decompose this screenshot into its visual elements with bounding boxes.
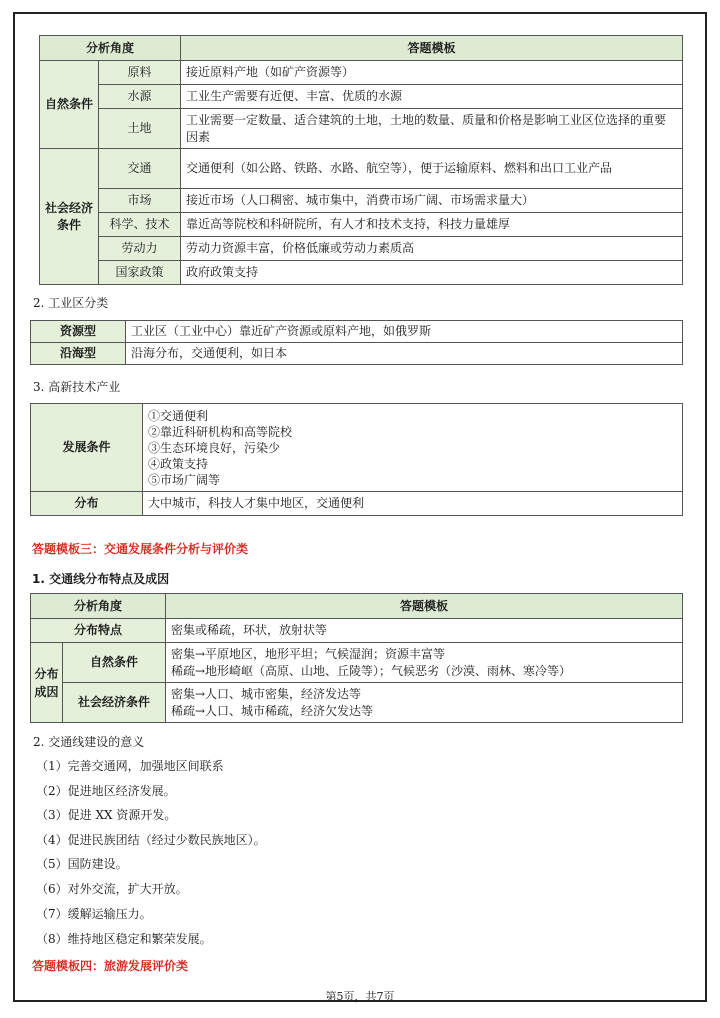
header-angle: 分析角度 xyxy=(31,594,166,619)
template-cell: 劳动力资源丰富，价格低廉或劳动力素质高 xyxy=(181,237,683,261)
significance-item: （5）国防建设。 xyxy=(36,857,128,871)
natural-text xyxy=(166,643,683,683)
zone-desc: 工业区（工业中心）靠近矿产资源或原料产地，如俄罗斯 xyxy=(126,321,683,343)
condition-item: ④政策支持 xyxy=(148,456,209,471)
condition-item: ⑤市场广阔等 xyxy=(148,472,221,487)
significance-item: （7）缓解运输压力。 xyxy=(36,907,152,921)
condition-item: ①交通便利 xyxy=(148,408,209,423)
template-cell: 接近市场（人口稠密、城市集中，消费市场广阔、市场需求量大） xyxy=(181,189,683,213)
factor-cell: 市场 xyxy=(99,189,181,213)
zone-type: 资源型 xyxy=(31,321,126,343)
industrial-zone-table xyxy=(30,320,683,365)
header-template: 答题模板 xyxy=(166,594,683,619)
condition-item: ③生态环境良好，污染少 xyxy=(148,440,281,455)
significance-item: （3）促进 XX 资源开发。 xyxy=(36,808,177,822)
template-cell: 政府政策支持 xyxy=(181,261,683,285)
factor-cell: 劳动力 xyxy=(99,237,181,261)
template-cell: 工业需要一定数量、适合建筑的土地，土地的数量、质量和价格是影响工业区位选择的重要因素 xyxy=(181,109,683,149)
significance-item: （8）维持地区稳定和繁荣发展。 xyxy=(36,932,212,946)
significance-item: （6）对外交流，扩大开放。 xyxy=(36,882,188,896)
template-cell: 靠近高等院校和科研院所，有人才和技术支持，科技力量雄厚 xyxy=(181,213,683,237)
cause-label: 分布成因 xyxy=(31,643,63,723)
template3-sub1: 1. 交通线分布特点及成因 xyxy=(32,572,170,586)
natural-label: 自然条件 xyxy=(63,643,166,683)
significance-item: （2）促进地区经济发展。 xyxy=(36,784,176,798)
social-line: 密集→人口、城市密集，经济发达等 xyxy=(171,686,362,701)
social-text xyxy=(166,683,683,723)
factor-cell: 水源 xyxy=(99,85,181,109)
header-angle: 分析角度 xyxy=(40,36,181,61)
template-cell: 接近原料产地（如矿产资源等） xyxy=(181,61,683,85)
natural-line: 稀疏→地形崎岖（高原、山地、丘陵等）；气候恶劣（沙漠、雨林、寒冷等） xyxy=(171,663,572,678)
section2-title: 2. 工业区分类 xyxy=(33,296,109,310)
social-label: 社会经济条件 xyxy=(63,683,166,723)
feature-label: 分布特点 xyxy=(31,619,166,643)
natural-conditions-label: 自然条件 xyxy=(40,61,99,149)
significance-item: （1）完善交通网，加强地区间联系 xyxy=(36,759,224,773)
factor-cell: 科学、技术 xyxy=(99,213,181,237)
template3-heading: 答题模板三：交通发展条件分析与评价类 xyxy=(32,542,249,556)
template3-sub2: 2. 交通线建设的意义 xyxy=(33,735,145,749)
social-line: 稀疏→人口、城市稀疏，经济欠发达等 xyxy=(171,703,374,718)
social-conditions-label: 社会经济条件 xyxy=(40,149,99,285)
industry-location-table xyxy=(39,35,683,285)
header-template: 答题模板 xyxy=(181,36,683,61)
template4-heading: 答题模板四：旅游发展评价类 xyxy=(32,959,189,973)
natural-line: 密集→平原地区，地形平坦；气候湿润；资源丰富等 xyxy=(171,646,446,661)
distribution-label: 分布 xyxy=(31,492,143,516)
zone-desc: 沿海分布，交通便利，如日本 xyxy=(126,343,683,365)
factor-cell: 国家政策 xyxy=(99,261,181,285)
condition-item: ②靠近科研机构和高等院校 xyxy=(148,424,293,439)
feature-text: 密集或稀疏，环状，放射状等 xyxy=(166,619,683,643)
distribution-text: 大中城市，科技人才集中地区，交通便利 xyxy=(143,492,683,516)
transport-table xyxy=(30,593,683,723)
factor-cell: 交通 xyxy=(99,149,181,189)
factor-cell: 土地 xyxy=(99,109,181,149)
template-cell: 工业生产需要有近便、丰富、优质的水源 xyxy=(181,85,683,109)
zone-type: 沿海型 xyxy=(31,343,126,365)
hitech-table xyxy=(30,403,683,516)
conditions-label: 发展条件 xyxy=(31,404,143,492)
section3-title: 3. 高新技术产业 xyxy=(33,380,121,394)
significance-item: （4）促进民族团结（经过少数民族地区）。 xyxy=(36,833,266,847)
template-cell: 交通便利（如公路、铁路、水路、航空等），便于运输原料、燃料和出口工业产品 xyxy=(181,149,683,189)
conditions-list xyxy=(143,404,683,492)
factor-cell: 原料 xyxy=(99,61,181,85)
page-footer: 第5页，共7页 xyxy=(325,990,395,1003)
